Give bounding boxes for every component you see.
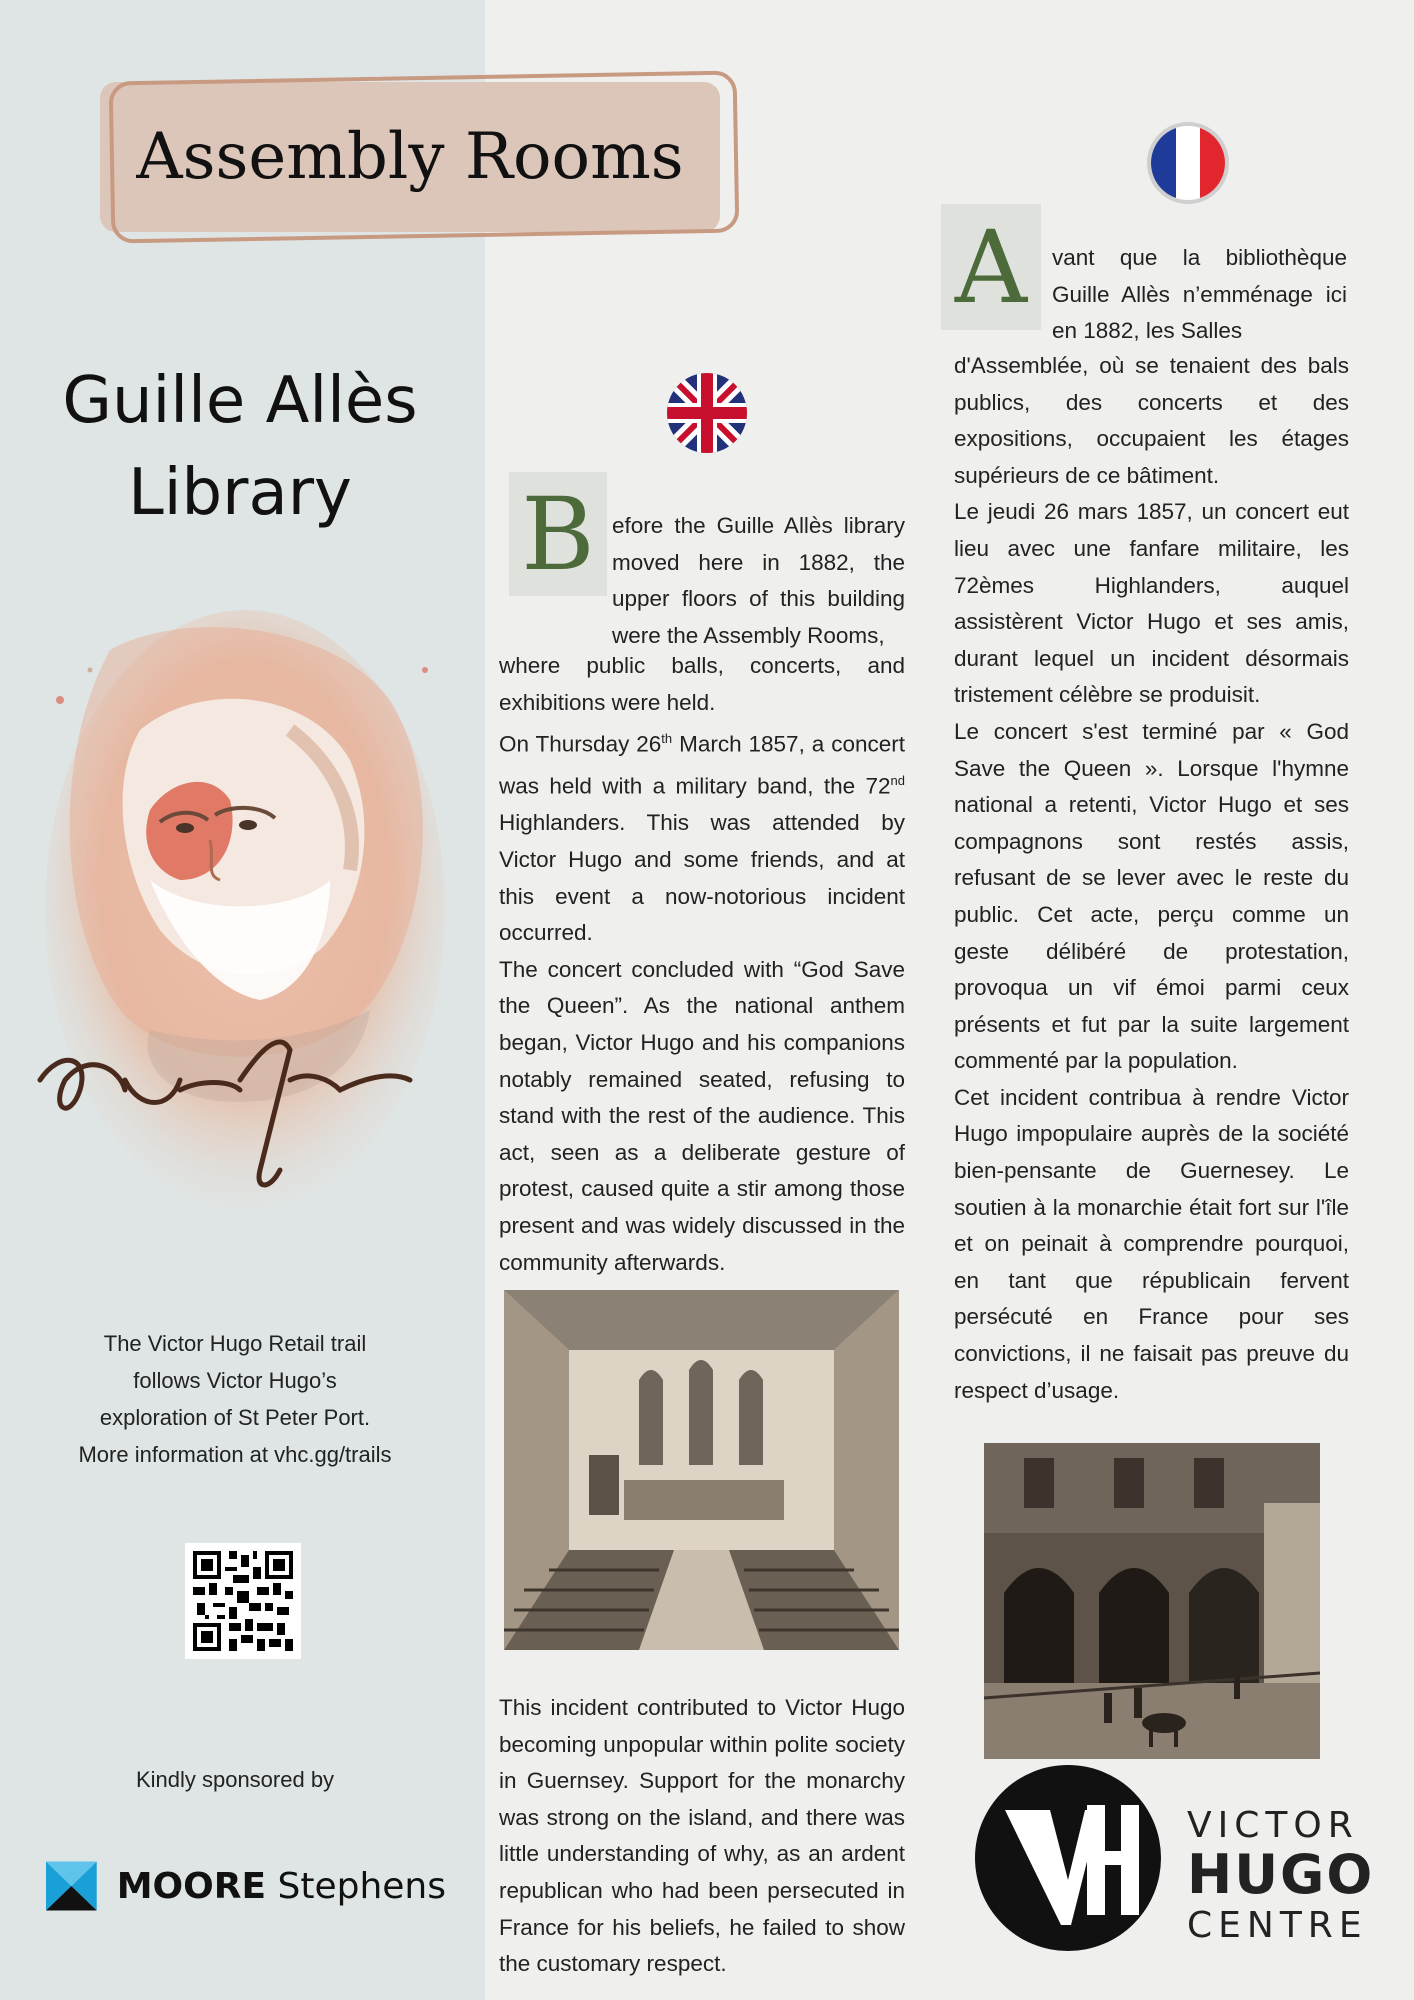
french-dropcap: A [941,204,1041,330]
english-dropcap: B [509,472,607,596]
french-paragraph: Cet incident contribua à rendre Victor Hugo impopulaire auprès de la société bien-pensante de Guernesey. Le soutien à la monarchie était fort sur l'île et on peinait à comprendre pourquoi, en tant que républicain fervent persécuté en France pour ses convictions, il ne faisait pas preuve du respect d’usage. [954,1084,1349,1403]
qr-code[interactable] [185,1543,301,1659]
logo-hugo: HUGO [1187,1843,1375,1906]
trail-line: More information at vhc.gg/trails [78,1442,392,1467]
trail-line: The Victor Hugo Retail trail [103,1331,367,1356]
english-first-block: efore the Guille Allès library moved here in 1882, the upper floors of this building were the Assembly Rooms, [612,513,905,648]
victor-hugo-centre-logo [975,1765,1375,1955]
page-title: Assembly Rooms [136,120,684,194]
moore-bold: MOORE [116,1865,267,1907]
moore-stephens-wordmark [117,1866,446,1907]
trail-info [40,1325,430,1473]
victor-hugo-portrait [30,610,460,1250]
sponsor-label: Kindly sponsored by [135,1767,335,1792]
french-body [954,348,1349,1409]
english-paragraph: This incident contributed to Victor Hugo becoming unpopular within polite society in Guernsey. Support for the monarchy was strong on the island, and there was little understanding of why, as an ardent republican who had been persecuted in France for his beliefs, he failed to show the customary respect. [499,1695,905,1977]
french-paragraph: Le concert s'est terminé par « God Save the Queen ». Lorsque l'hymne national a retenti, Victor Hugo et ses compagnons sont restés assis, refusant de se lever avec le reste du public. Cet acte, perçu comme un geste délibéré de protestation, provoqua un vif émoi parmi ceux présents et fut par la suite largement commenté par la population. [954,718,1349,1074]
trail-line: exploration of St Peter Port. [99,1405,371,1430]
library-title-line2: Library [128,456,352,530]
moore-stephens-logo [46,1858,446,1914]
qr-code-icon [193,1551,293,1651]
english-paragraph: where public balls, concerts, and exhibitions were held. [499,653,905,715]
english-body-bottom [499,1690,905,1983]
trail-line: follows Victor Hugo’s [133,1368,337,1393]
library-title-line1: Guille Allès [62,364,418,438]
stephens-text: Stephens [266,1865,446,1907]
french-first-block: vant que la bibliothèque Guille Allès n’emménage ici en 1882, les Salles [1052,245,1347,344]
building-exterior-photo [984,1443,1320,1759]
french-paragraph: d'Assemblée, où se tenaient des bals publics, des concerts et des expositions, occupaient les étages supérieurs de ce bâtiment. [954,353,1349,488]
uk-flag-icon [667,373,747,453]
moore-logo-icon [46,1858,97,1914]
vh-monogram-icon [975,1765,1161,1951]
english-paragraph: The concert concluded with “God Save the Queen”. As the national anthem began, Victor Hugo and his companions notably remained seated, refusing to stand with the rest of the audience. This act, seen as a deliberate gesture of protest, caused quite a stir among those present and was widely discussed in the community afterwards. [499,956,905,1275]
english-body [499,648,905,1281]
france-flag-icon [1147,122,1229,204]
logo-victor: VICTOR [1187,1805,1359,1846]
french-paragraph: Le jeudi 26 mars 1857, un concert eut lieu avec une fanfare militaire, les 72èmes Highlanders, auquel assistèrent Victor Hugo et ses amis, durant lequel un incident désormais tristement célèbre se produisit. [954,499,1349,708]
library-title [20,355,460,539]
assembly-hall-photo [504,1290,899,1650]
logo-centre: CENTRE [1187,1905,1368,1946]
english-paragraph: On Thursday 26th March 1857, a concert was held with a military band, the 72nd Highlanders. This was attended by Victor Hugo and some friends, and at this event a now-notorious incident occurred. [499,731,905,946]
